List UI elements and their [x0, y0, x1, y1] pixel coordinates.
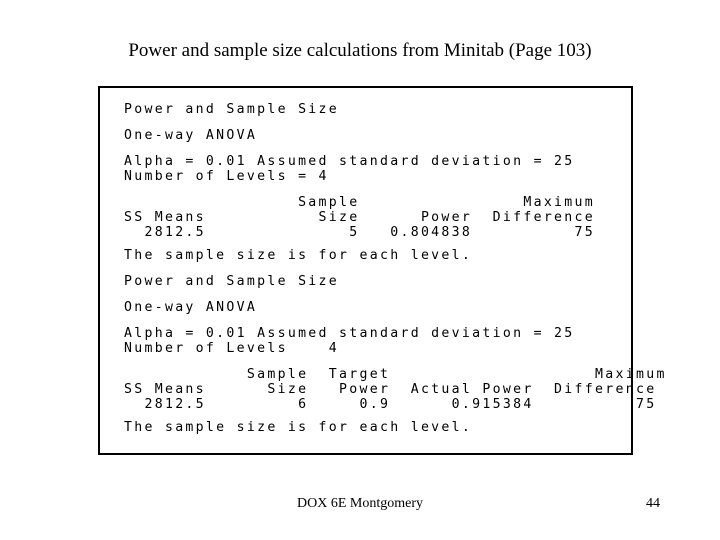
output2-heading: Power and Sample Size	[124, 274, 340, 289]
output1-test-type: One-way ANOVA	[124, 128, 258, 143]
footer-text: DOX 6E Montgomery	[297, 496, 423, 511]
output1-alpha-line: Alpha = 0.01 Assumed standard deviation = 25	[124, 154, 575, 169]
output1-note: The sample size is for each level.	[124, 248, 473, 263]
output2-levels-line: Number of Levels 4	[124, 341, 340, 356]
output1-levels-line: Number of Levels = 4	[124, 169, 329, 184]
output2-note: The sample size is for each level.	[124, 420, 473, 435]
output2-alpha-line: Alpha = 0.01 Assumed standard deviation = 25	[124, 326, 575, 341]
output2-results-table: Sample Target Maximum SS Means Size Power Actual Power Difference 2812.5 6 0.9 0.915384 75	[124, 367, 667, 412]
page-number: 44	[646, 496, 660, 511]
slide-title: Power and sample size calculations from Minitab (Page 103)	[128, 40, 592, 61]
output1-heading: Power and Sample Size	[124, 102, 340, 117]
output1-results-table: Sample Maximum SS Means Size Power Difference 2812.5 5 0.804838 75	[124, 195, 596, 240]
output2-test-type: One-way ANOVA	[124, 300, 258, 315]
